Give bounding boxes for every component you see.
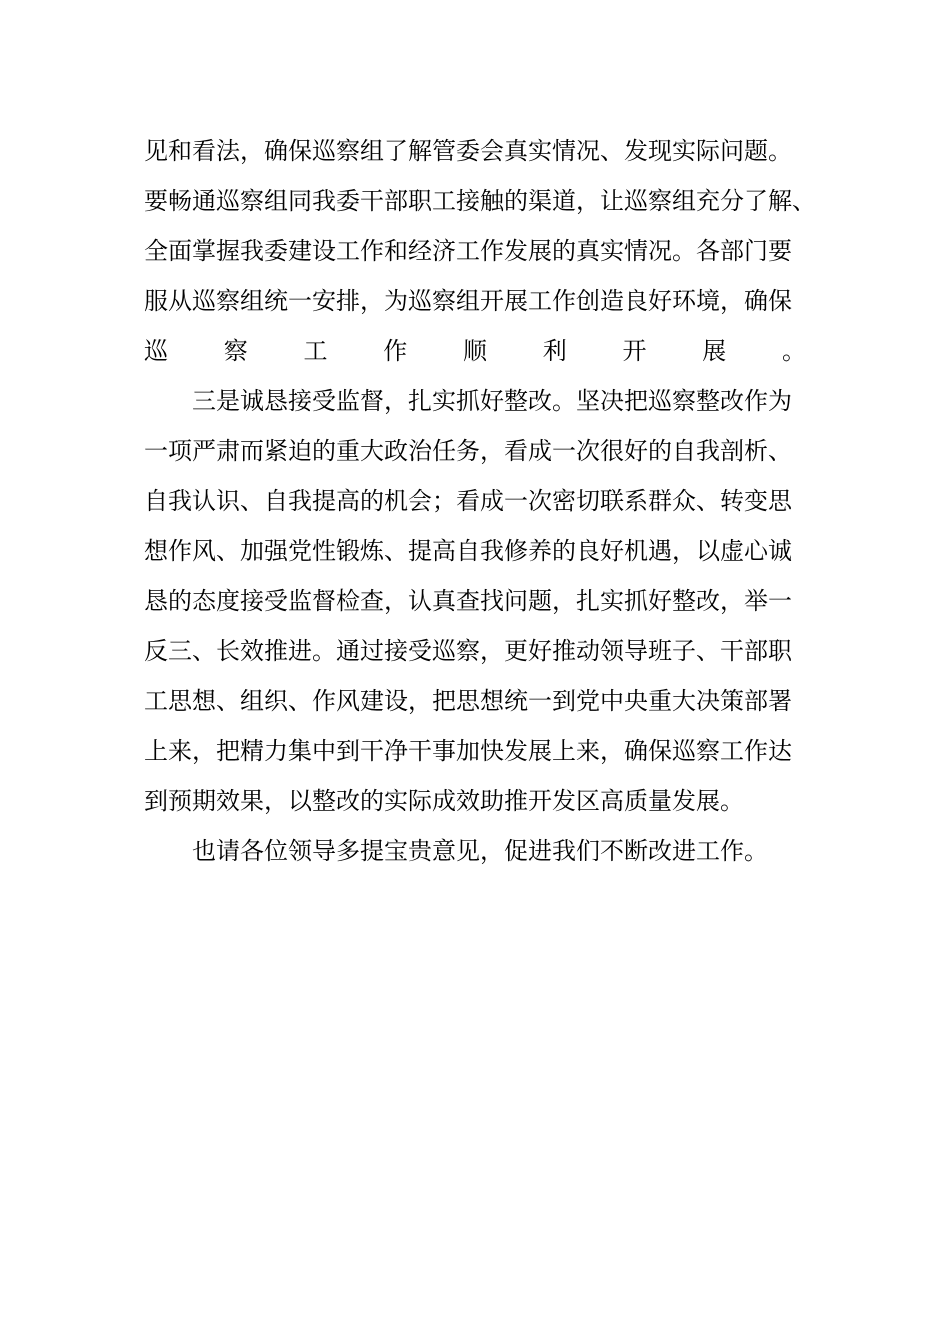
- char-6: 利: [542, 337, 567, 365]
- text-line-7: 一项严肃而紧迫的重大政治任务，看成一次很好的自我剖析、: [144, 437, 792, 465]
- char-2: 察: [223, 337, 248, 365]
- char-8: 展: [702, 337, 727, 365]
- text-line-13: 上来，把精力集中到干净干事加快发展上来，确保巡察工作达: [144, 737, 792, 765]
- text-line-10: 恳的态度接受监督检查，认真查找问题，扎实抓好整改，举一: [144, 587, 792, 615]
- char-3: 工: [303, 337, 328, 365]
- char-7: 开: [622, 337, 647, 365]
- text-line-5-justified: [144, 326, 806, 376]
- text-line-12: 工思想、组织、作风建设，把思想统一到党中央重大决策部署: [144, 687, 792, 715]
- text-line-4: 服从巡察组统一安排，为巡察组开展工作创造良好环境，确保: [144, 287, 792, 315]
- text-line-11: 反三、长效推进。通过接受巡察，更好推动领导班子、干部职: [144, 637, 792, 665]
- char-5: 顺: [463, 337, 487, 365]
- char-4: 作: [383, 337, 408, 365]
- char-1: 巡: [144, 337, 168, 365]
- text-line-14: 到预期效果，以整改的实际成效助推开发区高质量发展。: [144, 787, 744, 815]
- paragraph-3-start: 三是诚恳接受监督，扎实抓好整改。坚决把巡察整改作为: [192, 387, 792, 415]
- closing-paragraph: 也请各位领导多提宝贵意见，促进我们不断改进工作。: [192, 837, 768, 865]
- body-text: [144, 126, 816, 876]
- text-line-3: 全面掌握我委建设工作和经济工作发展的真实情况。各部门要: [144, 237, 792, 265]
- text-line-8: 自我认识、自我提高的机会；看成一次密切联系群众、转变思: [144, 487, 792, 515]
- char-9: 。: [782, 337, 806, 365]
- text-line-9: 想作风、加强党性锻炼、提高自我修养的良好机遇，以虚心诚: [144, 537, 792, 565]
- text-line-1: 见和看法，确保巡察组了解管委会真实情况、发现实际问题。: [144, 137, 792, 165]
- text-line-2: 要畅通巡察组同我委干部职工接触的渠道，让巡察组充分了解、: [144, 187, 816, 215]
